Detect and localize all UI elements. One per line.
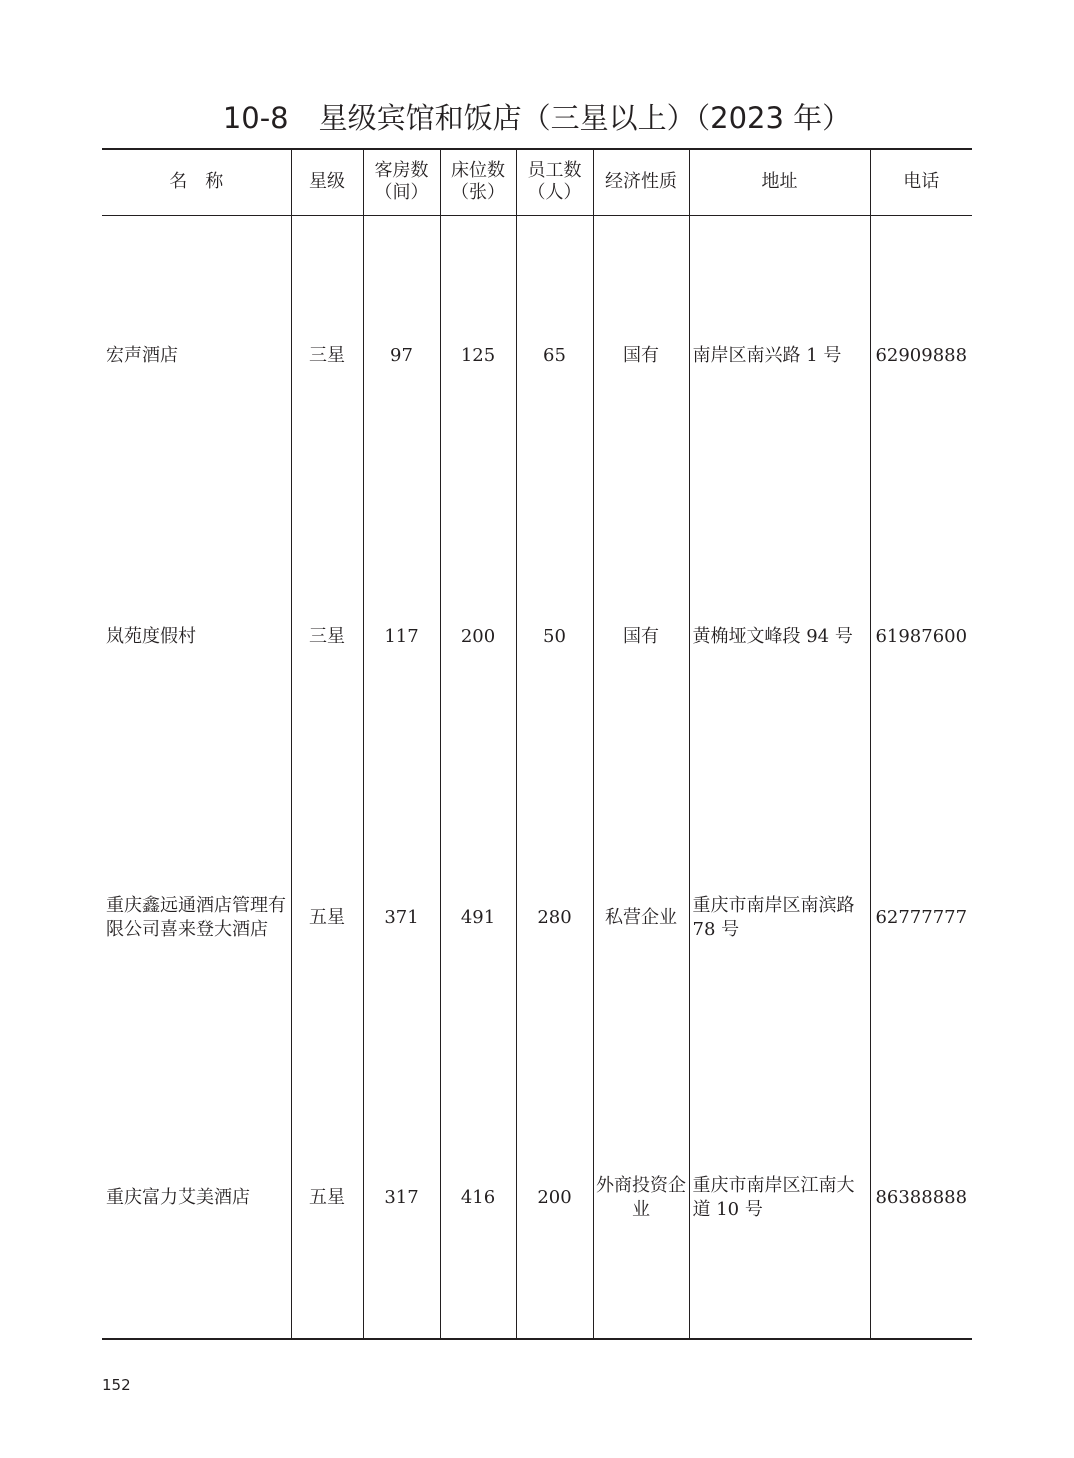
cell-name: 岚苑度假村 <box>102 496 291 777</box>
header-star: 星级 <box>291 149 363 215</box>
header-phone: 电话 <box>870 149 972 215</box>
table-number: 10-8 <box>222 101 289 135</box>
cell-phone: 86388888 <box>870 1058 972 1339</box>
page-number: 152 <box>102 1376 131 1394</box>
cell-staff: 280 <box>516 777 593 1058</box>
table-row <box>102 1058 972 1339</box>
header-name: 名 称 <box>102 149 291 215</box>
hotel-table <box>102 148 972 1340</box>
cell-star: 三星 <box>291 215 363 496</box>
table-title: 星级宾馆和饭店（三星以上）（2023 年） <box>318 101 852 135</box>
cell-ownership: 国有 <box>593 496 689 777</box>
cell-staff: 65 <box>516 215 593 496</box>
header-staff: 员工数 （人） <box>516 149 593 215</box>
cell-ownership: 外商投资企业 <box>593 1058 689 1339</box>
cell-star: 三星 <box>291 496 363 777</box>
table-row <box>102 496 972 777</box>
cell-ownership: 国有 <box>593 215 689 496</box>
cell-rooms: 117 <box>363 496 440 777</box>
cell-address: 黄桷垭文峰段 94 号 <box>689 496 870 777</box>
cell-beds: 491 <box>440 777 516 1058</box>
cell-star: 五星 <box>291 777 363 1058</box>
cell-phone: 61987600 <box>870 496 972 777</box>
cell-phone: 62777777 <box>870 777 972 1058</box>
cell-beds: 416 <box>440 1058 516 1339</box>
cell-staff: 50 <box>516 496 593 777</box>
cell-name: 宏声酒店 <box>102 215 291 496</box>
cell-address: 重庆市南岸区江南大道 10 号 <box>689 1058 870 1339</box>
header-beds: 床位数 （张） <box>440 149 516 215</box>
cell-address: 南岸区南兴路 1 号 <box>689 215 870 496</box>
cell-ownership: 私营企业 <box>593 777 689 1058</box>
cell-staff: 200 <box>516 1058 593 1339</box>
cell-beds: 125 <box>440 215 516 496</box>
header-rooms: 客房数 （间） <box>363 149 440 215</box>
cell-name: 重庆富力艾美酒店 <box>102 1058 291 1339</box>
cell-name: 重庆鑫远通酒店管理有限公司喜来登大酒店 <box>102 777 291 1058</box>
cell-star: 五星 <box>291 1058 363 1339</box>
cell-rooms: 97 <box>363 215 440 496</box>
table-row <box>102 215 972 496</box>
header-ownership: 经济性质 <box>593 149 689 215</box>
header-address: 地址 <box>689 149 870 215</box>
cell-rooms: 371 <box>363 777 440 1058</box>
page-title <box>0 96 1074 140</box>
cell-phone: 62909888 <box>870 215 972 496</box>
cell-address: 重庆市南岸区南滨路 78 号 <box>689 777 870 1058</box>
table-header-row <box>102 149 972 215</box>
cell-rooms: 317 <box>363 1058 440 1339</box>
table-row <box>102 777 972 1058</box>
cell-beds: 200 <box>440 496 516 777</box>
